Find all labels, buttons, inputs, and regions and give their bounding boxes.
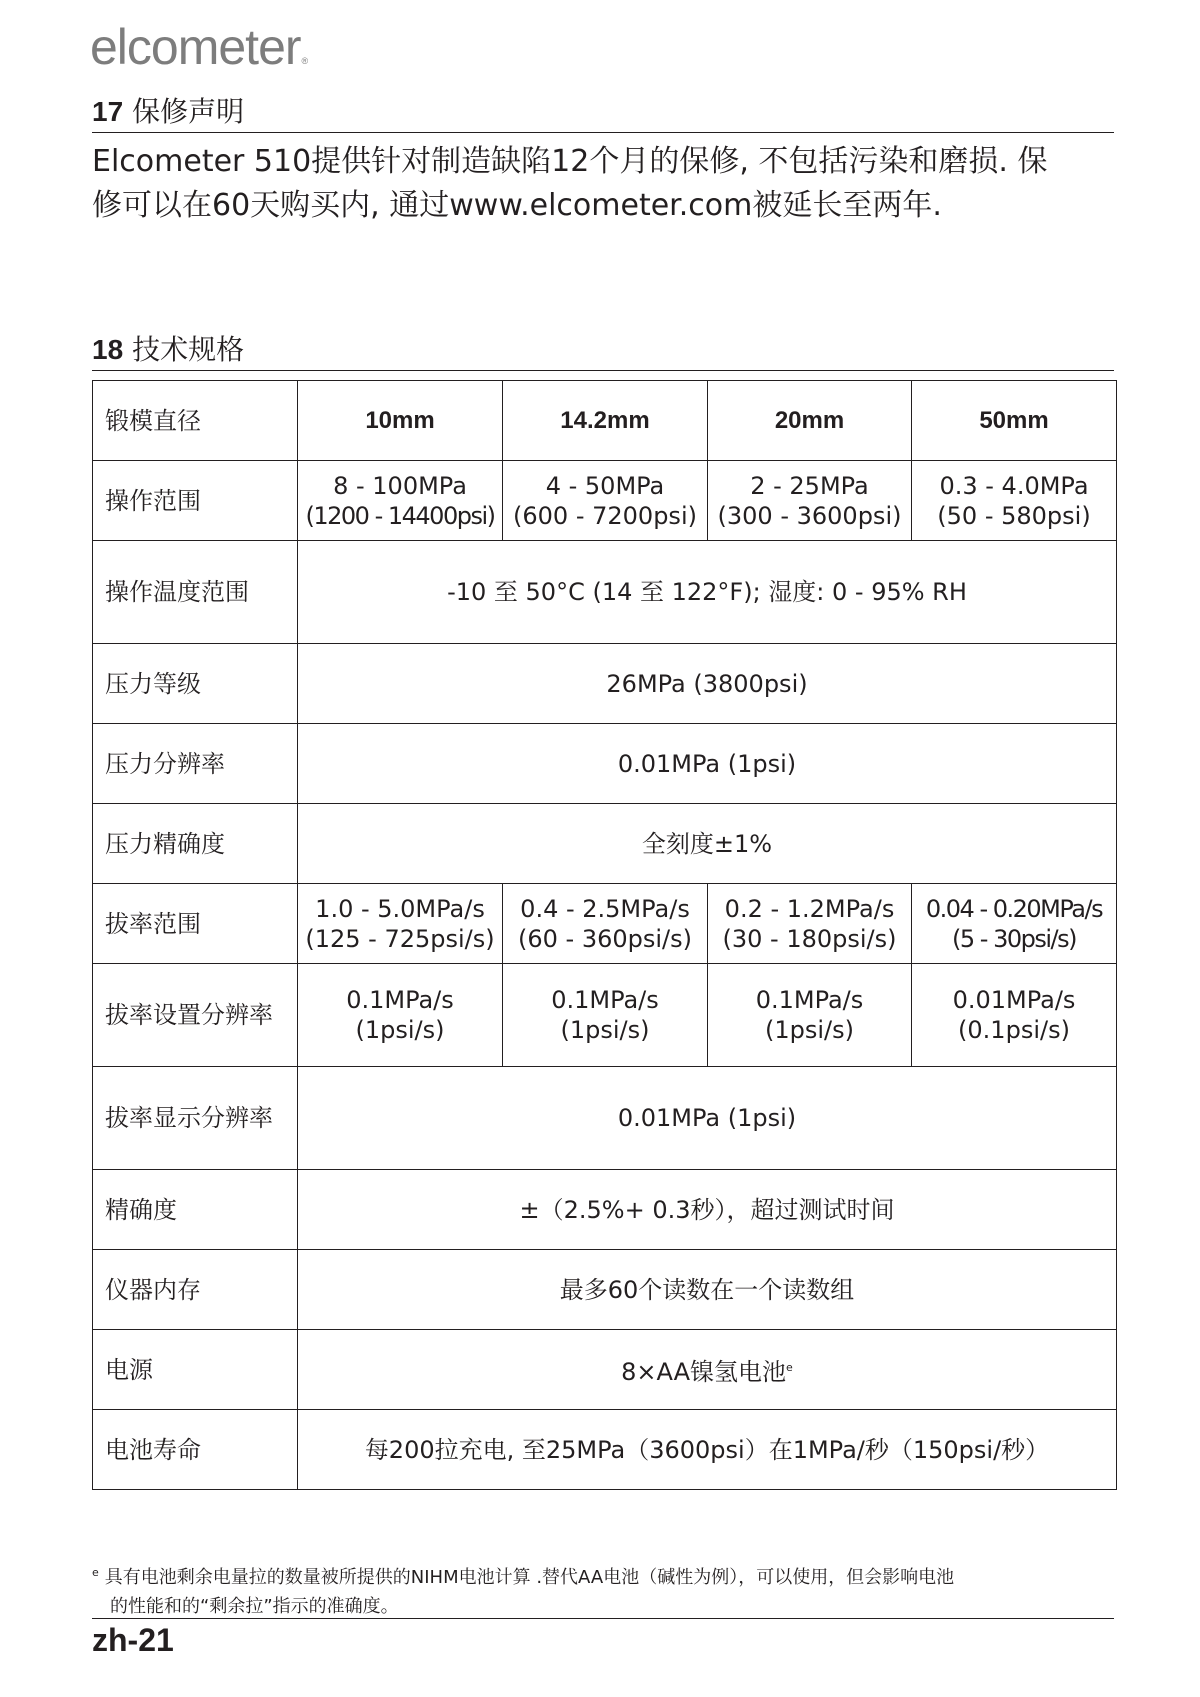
spec-cell: 0.01MPa/s (0.1psi/s) — [912, 964, 1117, 1067]
footnote — [92, 1558, 1122, 1621]
section-17-number: 17 — [92, 96, 124, 127]
spec-label: 压力分辨率 — [93, 724, 298, 804]
spec-cell: 4 - 50MPa (600 - 7200psi) — [503, 461, 708, 541]
spec-cell: 0.1MPa/s (1psi/s) — [503, 964, 708, 1067]
spec-label: 操作温度范围 — [93, 541, 298, 644]
spec-label: 电池寿命 — [93, 1410, 298, 1490]
spec-cell: 2 - 25MPa (300 - 3600psi) — [708, 461, 912, 541]
spec-label: 拔率设置分辨率 — [93, 964, 298, 1067]
dolly-20mm: 20mm — [708, 381, 912, 461]
section-18-title: 技术规格 — [132, 333, 245, 366]
spec-cell: 0.3 - 4.0MPa (50 - 580psi) — [912, 461, 1117, 541]
spec-value: -10 至 50°C (14 至 122°F); 湿度: 0 - 95% RH — [298, 541, 1117, 644]
spec-cell: 1.0 - 5.0MPa/s (125 - 725psi/s) — [298, 884, 503, 964]
section-18-heading — [92, 328, 1114, 371]
dolly-14mm: 14.2mm — [503, 381, 708, 461]
footnote-marker: e — [786, 1360, 793, 1374]
spec-label: 拔率显示分辨率 — [93, 1067, 298, 1170]
spec-row-operating-temp — [93, 541, 1117, 644]
spec-value: 0.01MPa (1psi) — [298, 724, 1117, 804]
spec-label: 精确度 — [93, 1170, 298, 1250]
warranty-line-1: Elcometer 510提供针对制造缺陷12个月的保修, 不包括污染和磨损. 保 — [92, 144, 1048, 179]
spec-label: 拔率范围 — [93, 884, 298, 964]
spec-row-accuracy — [93, 1170, 1117, 1250]
spec-value: 26MPa (3800psi) — [298, 644, 1117, 724]
section-17-heading — [92, 90, 1114, 133]
spec-row-pull-rate-display-resolution — [93, 1067, 1117, 1170]
spec-cell: 0.1MPa/s (1psi/s) — [298, 964, 503, 1067]
spec-value: 8×AA镍氢电池$^e$ — [298, 1330, 1117, 1410]
spec-value: 每200拉充电, 至25MPa（3600psi）在1MPa/秒（150psi/秒） — [298, 1410, 1117, 1490]
warranty-text — [92, 140, 1122, 228]
spec-cell: 0.4 - 2.5MPa/s (60 - 360psi/s) — [503, 884, 708, 964]
section-17-title: 保修声明 — [132, 95, 245, 128]
spec-row-memory — [93, 1250, 1117, 1330]
spec-label: 电源 — [93, 1330, 298, 1410]
spec-cell: 0.2 - 1.2MPa/s (30 - 180psi/s) — [708, 884, 912, 964]
spec-label: 压力精确度 — [93, 804, 298, 884]
spec-row-battery-life — [93, 1410, 1117, 1490]
spec-label: 操作范围 — [93, 461, 298, 541]
spec-row-pressure-rating — [93, 644, 1117, 724]
spec-row-pull-rate-set-resolution — [93, 964, 1117, 1067]
spec-cell: 0.04 - 0.20MPa/s (5 - 30psi/s) — [912, 884, 1117, 964]
dolly-50mm: 50mm — [912, 381, 1117, 461]
spec-table — [92, 380, 1117, 1490]
footnote-line-1: 具有电池剩余电量拉的数量被所提供的NIHM电池计算 .替代AA电池（碱性为例），可以使用，但会影响电池 — [104, 1567, 955, 1588]
spec-row-dolly-diameter — [93, 381, 1117, 461]
spec-row-power — [93, 1330, 1117, 1410]
spec-cell: 0.1MPa/s (1psi/s) — [708, 964, 912, 1067]
spec-value: ±（2.5%+ 0.3秒），超过测试时间 — [298, 1170, 1117, 1250]
page-number: zh-21 — [92, 1622, 174, 1658]
elcometer-logo: elcometer® — [90, 19, 308, 75]
spec-label: 压力等级 — [93, 644, 298, 724]
spec-row-operating-range — [93, 461, 1117, 541]
spec-value: 全刻度±1% — [298, 804, 1117, 884]
spec-label: 仪器内存 — [93, 1250, 298, 1330]
spec-row-pressure-resolution — [93, 724, 1117, 804]
dolly-10mm: 10mm — [298, 381, 503, 461]
spec-cell: 8 - 100MPa (1200 - 14400psi) — [298, 461, 503, 541]
spec-label: 锻模直径 — [93, 381, 298, 461]
footnote-line-2: 的性能和的“剩余拉”指示的准确度。 — [110, 1596, 399, 1617]
spec-value: 0.01MPa (1psi) — [298, 1067, 1117, 1170]
spec-value: 最多60个读数在一个读数组 — [298, 1250, 1117, 1330]
footer-divider — [92, 1618, 1114, 1619]
spec-row-pull-rate-range — [93, 884, 1117, 964]
section-18-number: 18 — [92, 334, 124, 365]
spec-row-pressure-accuracy — [93, 804, 1117, 884]
footnote-marker: e — [92, 1566, 99, 1579]
warranty-line-2: 修可以在60天购买内, 通过www.elcometer.com被延长至两年. — [92, 188, 942, 223]
